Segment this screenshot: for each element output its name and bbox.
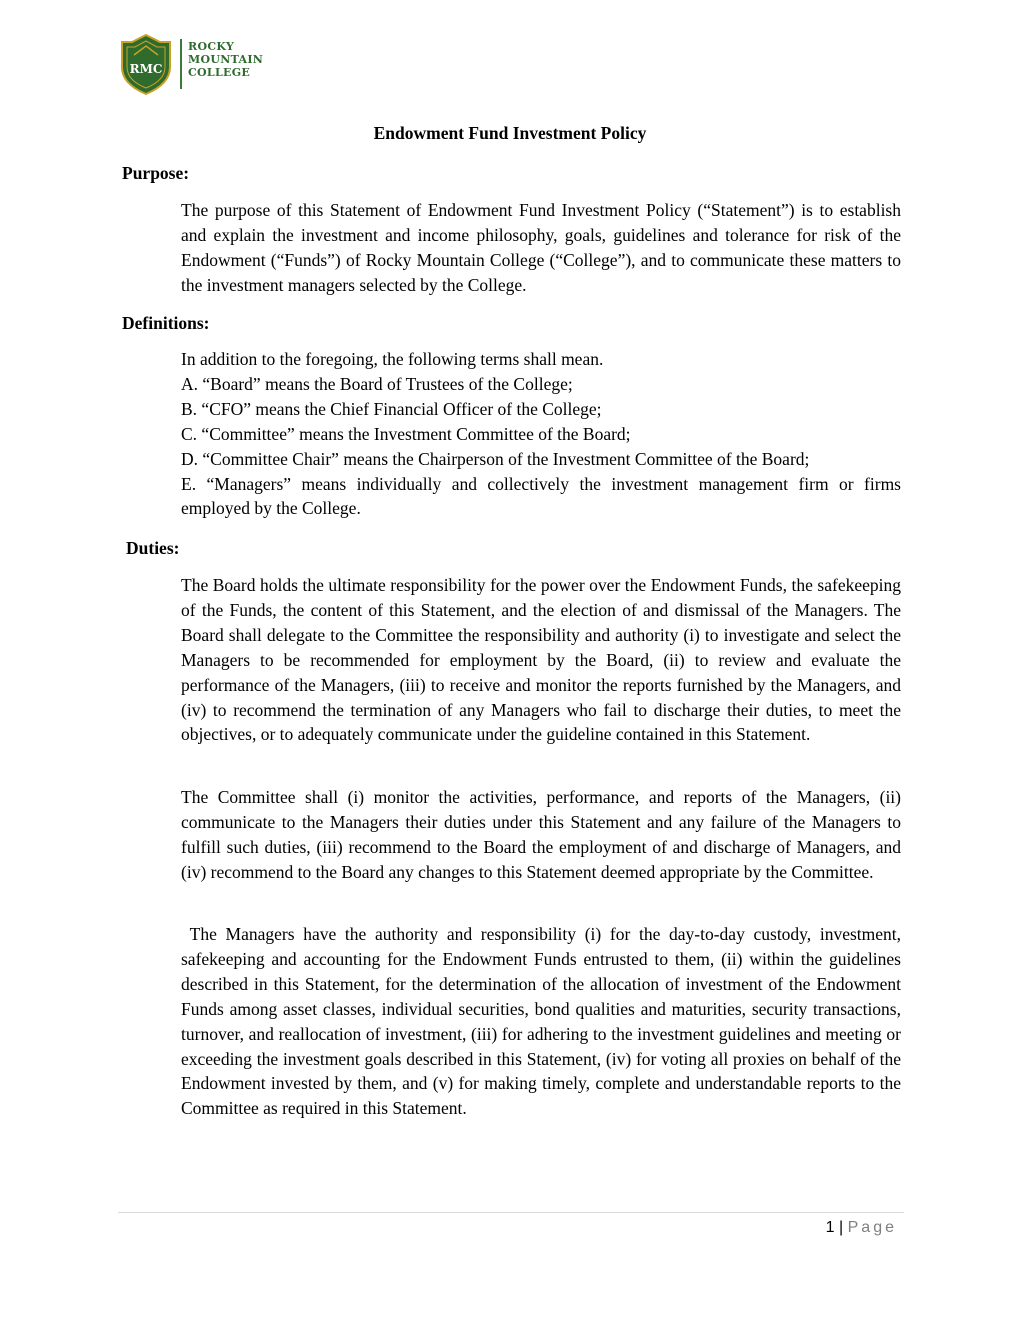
definition-item: E. “Managers” means individually and collectively the investment management firm or firms employed by the College. (181, 473, 901, 519)
logo-divider (180, 39, 182, 89)
document-title: Endowment Fund Investment Policy (373, 123, 647, 143)
page-footer (700, 1217, 897, 1239)
logo-wordmark (188, 40, 278, 79)
definition-item: A. “Board” means the Board of Trustees of the College; (181, 373, 573, 394)
purpose-heading: Purpose: (122, 163, 190, 183)
college-crest-icon (120, 33, 172, 95)
definition-item: B. “CFO” means the Chief Financial Officer of the College; (181, 398, 602, 419)
logo-line-3: COLLEGE (188, 66, 251, 79)
duties-paragraph-managers: The Managers have the authority and responsibility (i) for the day-to-day custody, investment, safekeeping and accounting for the Endowment Funds entrusted to them, (ii) within the guidelines described in this Statement, for the determination of the allocation of investment of the Endowment Funds among asset classes, individual securities, bond qualities and maturities, security transactions, turnover, and reallocation of investment, (iii) for adhering to the investment guidelines and meeting or exceeding the investment goals described in this Statement, (iv) for voting all proxies on behalf of the Endowment invested by them, and (v) for making timely, complete and understandable reports to the Committee as required in this Statement. (181, 924, 906, 1119)
duties-paragraph-committee: The Committee shall (i) monitor the activities, performance, and reports of the Managers, (ii) communicate to the Managers their duties under this Statement and any failure of the Managers to fulfill such duties, (iii) recommend to the Board the employment of and discharge of Managers, and (iv) recommend to the Board any changes to this Statement deemed appropriate by the Committee. (181, 787, 901, 882)
purpose-paragraph: The purpose of this Statement of Endowment Fund Investment Policy (“Statement”) is to establish and explain the investment and income philosophy, goals, guidelines and tolerance for risk of the Endowment (“Funds”) of Rocky Mountain College (“College”), and to communicate these matters to the investment managers selected by the College. (181, 200, 901, 295)
logo-line-1: ROCKY (188, 40, 235, 53)
footer-divider (118, 1212, 904, 1213)
page-separator: | (834, 1219, 848, 1236)
definitions-intro: In addition to the foregoing, the following terms shall mean. (181, 349, 604, 369)
definition-item: C. “Committee” means the Investment Committee of the Board; (181, 423, 631, 444)
definitions-list (181, 347, 901, 521)
page-label: Page (847, 1219, 897, 1236)
definition-item: D. “Committee Chair” means the Chairperson of the Investment Committee of the Board; (181, 448, 810, 469)
duties-paragraph-board: The Board holds the ultimate responsibility for the power over the Endowment Funds, the safekeeping of the Funds, the content of this Statement, and the election of and dismissal of the Managers. The Board shall delegate to the Committee the responsibility and authority (i) to investigate and select the Managers to be recommended for employment by the Board, (ii) to review and evaluate the performance of the Managers, (iii) to receive and monitor the reports furnished by the Managers, and (iv) to recommend the termination of any Managers who fail to discharge their duties, to meet the objectives, or to adequately communicate under the guideline contained in this Statement. (181, 575, 901, 745)
logo-line-2: MOUNTAIN (188, 53, 264, 66)
page-number: 1 (825, 1219, 835, 1236)
crest-text: RMC (129, 62, 163, 76)
definitions-heading: Definitions: (122, 313, 210, 333)
duties-heading: Duties: (126, 538, 180, 558)
college-logo (120, 33, 270, 95)
